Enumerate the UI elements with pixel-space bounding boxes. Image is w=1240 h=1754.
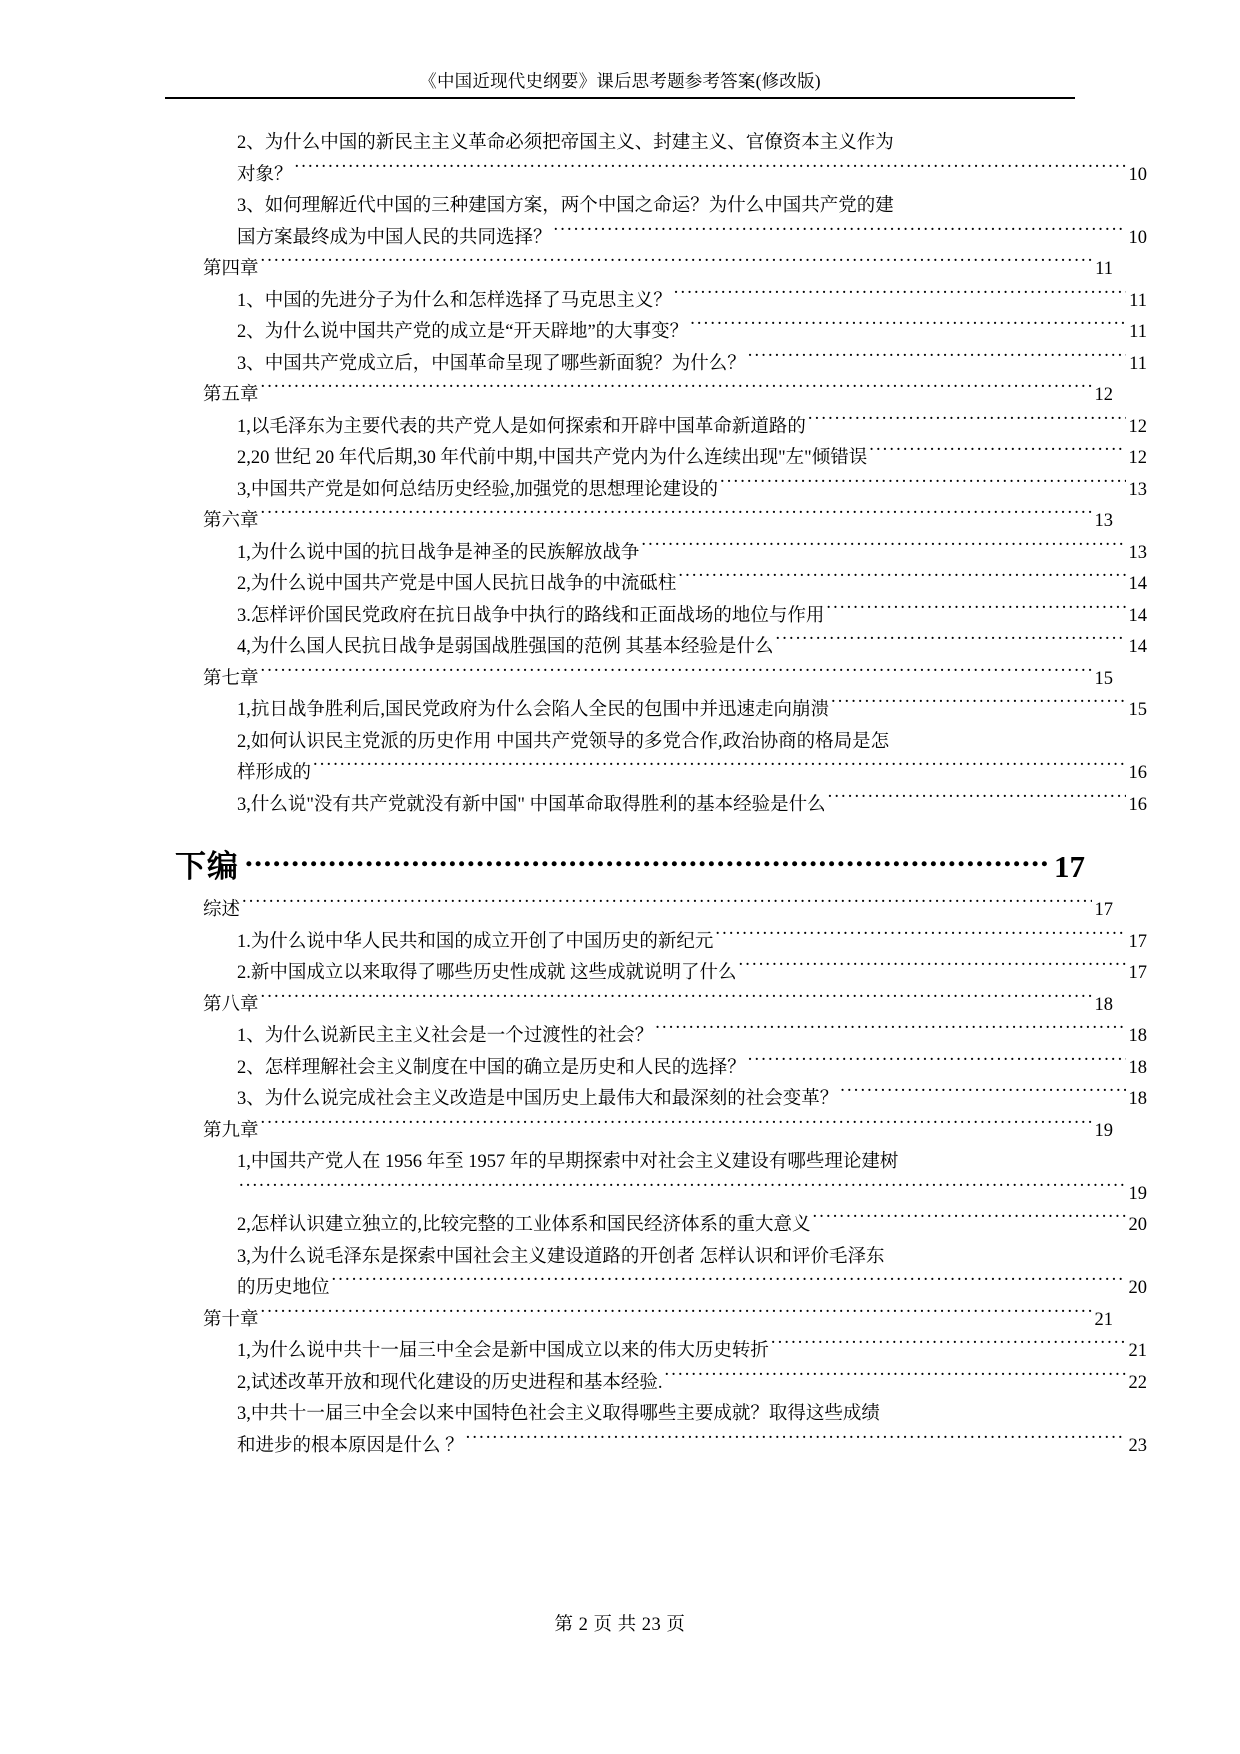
toc-entry[interactable] xyxy=(165,990,1113,1022)
toc-entry-line: 3、如何理解近代中国的三种建国方案，两个中国之命运？为什么中国共产党的建 xyxy=(237,196,894,216)
dot-leader xyxy=(641,539,1125,558)
toc-entry[interactable] xyxy=(165,927,1147,959)
toc-entry[interactable] xyxy=(165,695,1147,727)
toc-entry-label: 和进步的根本原因是什么 ？ xyxy=(237,1435,464,1456)
toc-entry[interactable] xyxy=(165,254,1113,286)
toc-entry-label: 2,为什么说中国共产党是中国人民抗日战争的中流砥柱 xyxy=(237,574,677,594)
toc-entry-page-number: 13 xyxy=(1128,479,1147,500)
toc-entry[interactable] xyxy=(165,223,1147,255)
dot-leader xyxy=(242,897,1091,916)
toc-entry-label: 1、为什么说新民主主义社会是一个过渡性的社会？ xyxy=(237,1026,654,1046)
dot-leader xyxy=(771,1338,1126,1357)
toc-entry[interactable] xyxy=(165,1021,1147,1053)
toc-entry-page-number: 11 xyxy=(1095,259,1113,279)
toc-entry-label: 1.为什么说中华人民共和国的成立开创了中国历史的新纪元 xyxy=(237,931,714,952)
toc-section-upper xyxy=(165,128,1147,821)
dot-leader xyxy=(466,1432,1126,1451)
toc-entry-page-number: 21 xyxy=(1094,1309,1113,1330)
page-header xyxy=(165,70,1075,99)
toc-entry[interactable] xyxy=(165,538,1147,570)
toc-entry-page-number: 19 xyxy=(1094,1120,1113,1141)
toc-entry-line: 3,为什么说毛泽东是探索中国社会主义建设道路的开创者 怎样认识和评价毛泽东 xyxy=(237,1246,885,1267)
toc-entry[interactable] xyxy=(165,758,1147,790)
toc-entry-page-number: 14 xyxy=(1128,637,1147,657)
toc-entry-label: 的历史地位 xyxy=(237,1278,330,1298)
toc-entry-page-number: 18 xyxy=(1128,1057,1147,1078)
toc-entry-label: 第八章 xyxy=(203,994,259,1015)
toc-entry-label: 1、中国的先进分子为什么和怎样选择了马克思主义？ xyxy=(237,290,672,311)
dot-leader xyxy=(261,1306,1092,1325)
toc-entry-page-number: 11 xyxy=(1129,290,1147,311)
dot-leader xyxy=(748,350,1126,369)
toc-entry[interactable] xyxy=(165,958,1147,990)
toc-entry-label: 2、怎样理解社会主义制度在中国的确立是历史和人民的选择？ xyxy=(237,1057,746,1078)
toc-entry-label: 对象？ xyxy=(237,164,293,185)
toc-entry-page-number: 18 xyxy=(1094,994,1113,1015)
toc-entry-label: 2、为什么说中国共产党的成立是“开天辟地”的大事变？ xyxy=(237,322,689,342)
dot-leader xyxy=(739,960,1126,979)
toc-entry-page-number: 13 xyxy=(1128,542,1147,563)
dot-leader xyxy=(554,224,1126,243)
dot-leader xyxy=(261,1117,1092,1136)
toc-entry-label: 国方案最终成为中国人民的共同选择？ xyxy=(237,227,552,248)
dot-leader xyxy=(245,861,1048,877)
toc-entry-label: 第十章 xyxy=(203,1309,259,1330)
toc-entry-label: 3,什么说"没有共产党就没有新中国" 中国革命取得胜利的基本经验是什么 xyxy=(237,794,826,815)
toc-entry[interactable] xyxy=(165,475,1147,507)
toc-entry[interactable] xyxy=(165,632,1147,664)
toc-entry-label: 第七章 xyxy=(203,668,259,689)
toc-entry-page-number: 12 xyxy=(1094,385,1113,405)
toc-entry-label: 第九章 xyxy=(203,1120,259,1141)
toc-entry-page-number: 18 xyxy=(1128,1089,1147,1109)
header-divider-rule xyxy=(165,97,1075,99)
toc-entry-page-number: 17 xyxy=(1128,931,1147,952)
toc-entry-page-number: 17 xyxy=(1094,900,1113,920)
toc-entry-page-number: 10 xyxy=(1128,164,1147,185)
toc-entry-page-number: 22 xyxy=(1128,1372,1147,1393)
toc-entry-line: 2、为什么中国的新民主主义革命必须把帝国主义、封建主义、官僚资本主义作为 xyxy=(237,133,894,153)
toc-entry-label: 2,怎样认识建立独立的,比较完整的工业体系和国民经济体系的重大意义 xyxy=(237,1215,811,1235)
toc-entry[interactable] xyxy=(165,412,1147,444)
toc-entry-page-number: 15 xyxy=(1094,668,1113,689)
toc-entry-page-number: 11 xyxy=(1129,353,1147,374)
toc-entry-page-number: 20 xyxy=(1128,1215,1147,1235)
dot-leader xyxy=(720,476,1125,495)
toc-entry[interactable] xyxy=(165,664,1113,696)
dot-leader xyxy=(332,1275,1126,1294)
page-footer xyxy=(0,1610,1240,1636)
toc-entry-label: 2.新中国成立以来取得了哪些历史性成就 这些成就说明了什么 xyxy=(237,963,737,983)
toc-entry[interactable] xyxy=(165,1305,1113,1337)
toc-entry[interactable] xyxy=(165,1368,1147,1400)
dot-leader xyxy=(261,991,1092,1010)
dot-leader xyxy=(748,1054,1126,1073)
toc-entry-page-number: 20 xyxy=(1128,1278,1147,1298)
toc-entry[interactable] xyxy=(165,1336,1147,1368)
toc-entry-page-number: 11 xyxy=(1129,322,1147,342)
toc-entry-page-number: 12 xyxy=(1128,448,1147,468)
dot-leader xyxy=(776,634,1126,653)
toc-entry[interactable] xyxy=(165,349,1147,381)
toc-entry[interactable] xyxy=(165,506,1113,538)
toc-section-lower xyxy=(165,895,1147,1462)
toc-entry[interactable] xyxy=(165,569,1147,601)
part-heading-page-number: 17 xyxy=(1054,849,1085,884)
toc-entry-label: 第四章 xyxy=(203,259,259,279)
dot-leader xyxy=(674,287,1126,306)
toc-entry-page-number: 21 xyxy=(1128,1341,1147,1361)
toc-entry-page-number: 10 xyxy=(1128,227,1147,248)
toc-entry-label: 综述 xyxy=(203,900,241,920)
dot-leader xyxy=(690,319,1126,338)
dot-leader xyxy=(295,161,1126,180)
toc-entry-label: 4,为什么国人民抗日战争是弱国战胜强国的范例 其基本经验是什么 xyxy=(237,637,774,657)
toc-entry-label: 1,为什么说中共十一届三中全会是新中国成立以来的伟大历史转折 xyxy=(237,1341,769,1361)
dot-leader xyxy=(655,1023,1125,1042)
toc-entry[interactable] xyxy=(165,790,1147,822)
toc-entry[interactable] xyxy=(165,443,1147,475)
toc-entry-line: 2,如何认识民主党派的历史作用 中国共产党领导的多党合作,政治协商的格局是怎 xyxy=(237,731,890,752)
toc-entry[interactable] xyxy=(165,895,1113,927)
toc-entry[interactable] xyxy=(165,1210,1147,1242)
toc-entry[interactable] xyxy=(165,286,1147,318)
toc-entry[interactable] xyxy=(165,317,1147,349)
toc-entry-label: 2,20 世纪 20 年代后期,30 年代前中期,中国共产党内为什么连续出现"左"倾错误 xyxy=(237,448,868,468)
toc-entry[interactable] xyxy=(165,601,1147,633)
toc-entry-page-number: 16 xyxy=(1128,794,1147,815)
toc-entry-page-number: 15 xyxy=(1128,700,1147,720)
dot-leader xyxy=(831,697,1125,716)
toc-entry-line: 1,中国共产党人在 1956 年至 1957 年的早期探索中对社会主义建设有哪些理论建树 xyxy=(237,1152,899,1172)
table-of-contents xyxy=(165,128,1147,1462)
running-title: 《中国近现代史纲要》课后思考题参考答案(修改版) xyxy=(419,71,821,91)
toc-entry[interactable] xyxy=(165,1084,1147,1116)
dot-leader xyxy=(261,256,1093,275)
toc-entry[interactable] xyxy=(165,1053,1147,1085)
toc-entry-label: 1,以毛泽东为主要代表的共产党人是如何探索和开辟中国革命新道路的 xyxy=(237,416,806,437)
toc-entry-label: 3.怎样评价国民党政府在抗日战争中执行的路线和正面战场的地位与作用 xyxy=(237,605,825,626)
toc-entry-page-number: 18 xyxy=(1128,1026,1147,1046)
dot-leader xyxy=(261,382,1092,401)
dot-leader xyxy=(715,928,1125,947)
toc-entry[interactable] xyxy=(165,160,1147,192)
part-heading-label: 下编 xyxy=(175,849,239,884)
toc-entry-label: 3,中国共产党是如何总结历史经验,加强党的思想理论建设的 xyxy=(237,479,719,500)
toc-entry-page-number: 19 xyxy=(1128,1183,1147,1204)
toc-entry-page-number: 16 xyxy=(1128,763,1147,783)
toc-entry-label: 1,抗日战争胜利后,国民党政府为什么会陷人全民的包围中并迅速走向崩溃 xyxy=(237,700,830,720)
toc-entry-label: 2,试述改革开放和现代化建设的历史进程和基本经验. xyxy=(237,1372,663,1393)
toc-entry-page-number: 14 xyxy=(1128,574,1147,594)
dot-leader xyxy=(828,791,1126,810)
toc-entry-page-number: 23 xyxy=(1128,1435,1147,1456)
dot-leader xyxy=(665,1369,1126,1388)
toc-entry-label: 3、中国共产党成立后，中国革命呈现了哪些新面貌？为什么？ xyxy=(237,353,746,374)
toc-entry-line: 3,中共十一届三中全会以来中国特色社会主义取得哪些主要成就？取得这些成绩 xyxy=(237,1404,880,1424)
toc-entry[interactable] xyxy=(165,1273,1147,1305)
toc-entry-label: 3、为什么说完成社会主义改造是中国历史上最伟大和最深刻的社会变革？ xyxy=(237,1089,839,1109)
footer-page-indicator: 第 2 页 共 23 页 xyxy=(554,1615,686,1635)
toc-entry-page-number: 12 xyxy=(1128,416,1147,437)
toc-entry-page-number: 17 xyxy=(1128,963,1147,983)
toc-entry[interactable] xyxy=(165,1431,1147,1463)
toc-entry-page-number: 13 xyxy=(1094,511,1113,531)
toc-entry-label: 样形成的 xyxy=(237,763,312,783)
toc-entry-label: 1,为什么说中国的抗日战争是神圣的民族解放战争 xyxy=(237,542,640,563)
toc-part-heading-xiabian[interactable] xyxy=(165,841,1085,886)
toc-entry[interactable] xyxy=(165,1116,1113,1148)
dot-leader xyxy=(840,1086,1125,1105)
dot-leader xyxy=(808,413,1126,432)
dot-leader xyxy=(813,1212,1126,1231)
toc-entry[interactable] xyxy=(165,380,1113,412)
dot-leader xyxy=(239,1180,1126,1199)
toc-entry-page-number: 14 xyxy=(1128,605,1147,626)
dot-leader xyxy=(261,508,1092,527)
dot-leader xyxy=(826,602,1125,621)
toc-entry-label: 第五章 xyxy=(203,385,259,405)
dot-leader xyxy=(869,445,1125,464)
toc-entry-label: 第六章 xyxy=(203,511,259,531)
dot-leader xyxy=(678,571,1125,590)
dot-leader xyxy=(261,665,1092,684)
dot-leader xyxy=(313,760,1125,779)
toc-entry[interactable] xyxy=(165,1179,1147,1211)
